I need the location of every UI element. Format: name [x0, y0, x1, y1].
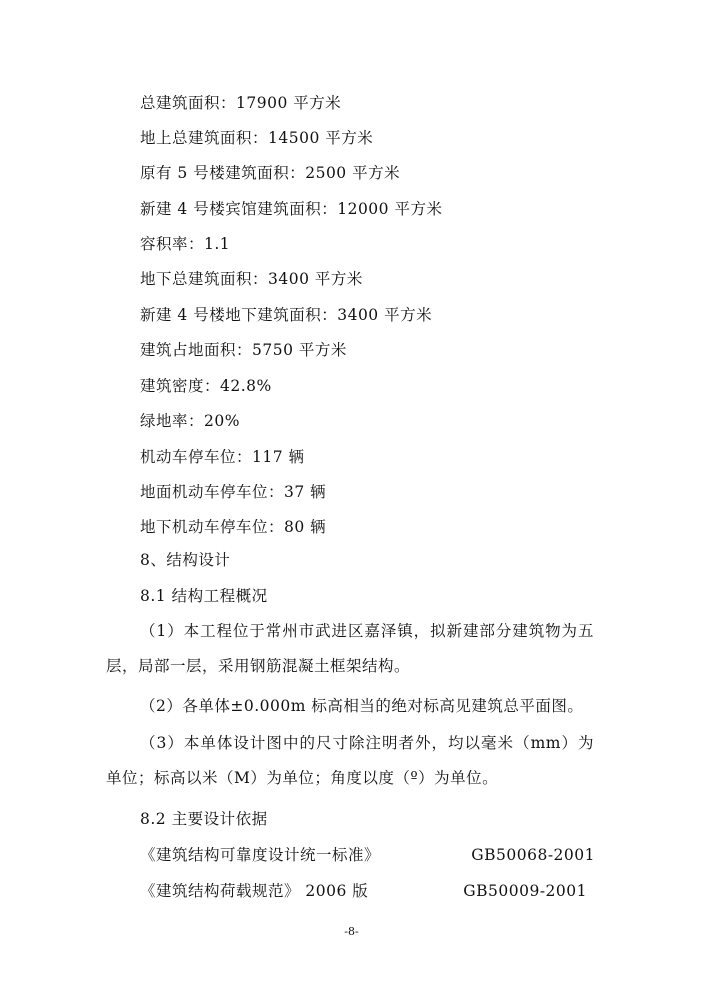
subsection-heading-8-1: 8.1 结构工程概况 [140, 587, 268, 605]
stat-building-4-hotel-area: 新建 4 号楼宾馆建筑面积：12000 平方米 [140, 200, 443, 218]
stat-green-ratio: 绿地率：20% [140, 412, 240, 430]
stat-parking-ground: 地面机动车停车位：37 辆 [140, 483, 327, 501]
reference-title: 《建筑结构荷载规范》 2006 版 [140, 882, 369, 900]
stat-parking-underground: 地下机动车停车位：80 辆 [140, 518, 327, 536]
page-number: -8- [344, 925, 359, 938]
stat-total-area: 总建筑面积：17900 平方米 [140, 94, 342, 112]
stat-building-5-area: 原有 5 号楼建筑面积：2500 平方米 [140, 164, 401, 182]
stat-building-density: 建筑密度：42.8% [140, 377, 272, 395]
stat-plot-ratio: 容积率：1.1 [140, 235, 231, 253]
section-heading: 8、结构设计 [140, 551, 231, 569]
paragraph-units: （3）本单体设计图中的尺寸除注明者外，均以毫米（mm）为单位；标高以米（M）为单位；角度以度（º）为单位。 [106, 734, 594, 787]
stat-parking-total: 机动车停车位：117 辆 [140, 448, 305, 466]
paragraph-location: （1）本工程位于常州市武进区嘉泽镇，拟新建部分建筑物为五层，局部一层，采用钢筋混凝土框架结构。 [106, 622, 594, 675]
reference-row [140, 881, 595, 901]
paragraph-elevation: （2）各单体±0.000m 标高相当的绝对标高见建筑总平面图。 [140, 697, 584, 715]
reference-code: GB50068-2001 [471, 846, 595, 864]
stat-building-4-underground-area: 新建 4 号楼地下建筑面积：3400 平方米 [140, 306, 433, 324]
stat-underground-area: 地下总建筑面积：3400 平方米 [140, 270, 363, 288]
subsection-heading-8-2: 8.2 主要设计依据 [140, 810, 268, 828]
stat-above-ground-area: 地上总建筑面积：14500 平方米 [140, 129, 374, 147]
reference-title: 《建筑结构可靠度设计统一标准》 [140, 846, 381, 864]
reference-row [140, 845, 595, 865]
stat-footprint-area: 建筑占地面积：5750 平方米 [140, 341, 347, 359]
reference-code: GB50009-2001 [463, 882, 587, 900]
